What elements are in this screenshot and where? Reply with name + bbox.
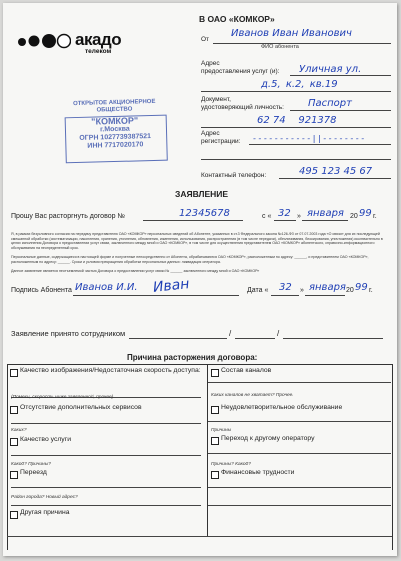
phone-value: 495 123 45 67 bbox=[299, 166, 373, 177]
reasons-title: Причина расторжения договора: bbox=[127, 353, 258, 362]
reason-channel-lineup: Состав каналов bbox=[221, 367, 272, 374]
signature-name: Иванов И.И. bbox=[75, 282, 138, 293]
company-stamp bbox=[60, 99, 170, 164]
request-text: Прошу Вас расторгнуть договор № bbox=[11, 213, 125, 220]
stamp-line-6: ИНН 7717020170 bbox=[87, 141, 144, 150]
stamp-line-4: г.Москва bbox=[100, 125, 130, 134]
subscriber-caption: ФИО абонента bbox=[261, 44, 299, 50]
document-type: Паспорт bbox=[308, 98, 352, 109]
fine-print-processing: Персональные данные, содержащиеся в настоящей форме и полученные непосредственно от Абонента, обрабатываются ОАО «КОМКОР», расположенным по адресу: ______, и представителем ОАО «КОМКОР», расположенным по адресу: ______. Сроки и условия прекращения обработки персональных данных: ликвидация оператора. bbox=[11, 255, 369, 264]
accepted-separator-2: / bbox=[277, 329, 280, 338]
reason-bad-support: Неудовлетворительное обслуживание bbox=[221, 404, 343, 411]
stamp-line-5: ОГРН 1027739387521 bbox=[79, 133, 152, 142]
reason-image-quality: Качество изображения/Недостаточная скорость доступа: bbox=[20, 367, 201, 374]
contract-year-prefix: 20 bbox=[350, 213, 358, 220]
phone-label: Контактный телефон: bbox=[201, 172, 267, 179]
contract-number: 12345678 bbox=[179, 208, 230, 219]
hint-switch-operator: Причины? Како0? bbox=[211, 462, 251, 467]
sign-date-label: Дата « bbox=[247, 287, 269, 294]
checkbox-relocation[interactable] bbox=[10, 471, 18, 479]
akado-logo bbox=[17, 31, 127, 59]
checkbox-channel-lineup[interactable] bbox=[211, 369, 219, 377]
street-value: Уличная ул. bbox=[299, 64, 362, 75]
checkbox-financial[interactable] bbox=[211, 471, 219, 479]
reason-other: Другая причина bbox=[20, 509, 70, 516]
stamp-line-3: "КОМКОР" bbox=[91, 115, 139, 127]
hint-relocation: Район города? Новый адрес? bbox=[11, 495, 78, 500]
hint-service-quality: Како0? Причины? bbox=[11, 462, 51, 467]
contract-day-close: » bbox=[297, 213, 301, 220]
checkbox-switch-operator[interactable] bbox=[211, 437, 219, 445]
reg-address-label: Адрес регистрации: bbox=[201, 130, 241, 145]
reason-relocation: Переезд bbox=[20, 469, 47, 476]
reasons-divider bbox=[207, 365, 208, 537]
reason-financial: Финансовые трудности bbox=[221, 469, 295, 476]
contract-day: 32 bbox=[278, 208, 291, 219]
sign-day: 32 bbox=[279, 282, 292, 293]
sign-day-close: » bbox=[300, 287, 304, 294]
fine-print-consent: Я, в рамках безусловного согласия на передачу представителю ОАО «КОМКОР» персональных сведений об Абоненте, указанных в ст.3 Федерального закона №126-ФЗ от 07.07.2003 года «О связи» для их последующей смешанной обработки (систематизации, накопления, хранения, уточнения, обновления, изменения, использования, распространения (в том числе передачи), обезличивания, блокирования, уничтожения) исключительно в целях исполнения Договора о предоставлении услуг связи, заключенного между мной и ОАО «КОМКОР», в том числе для осуществления представителем ОАО «КОМКОР» абонентского, справочно-информационного обслуживания на неопределенный срок. bbox=[11, 232, 383, 250]
stamp-line-1: ОТКРЫТОЕ АКЦИОНЕРНОЕ bbox=[72, 98, 156, 108]
hint-no-services: Каких? bbox=[11, 428, 27, 433]
signature-label: Подпись Абонента bbox=[11, 287, 72, 294]
checkbox-image-quality[interactable] bbox=[10, 369, 18, 377]
from-label: От bbox=[201, 36, 210, 43]
reason-service-quality: Качество услуги bbox=[20, 436, 71, 443]
checkbox-no-services[interactable] bbox=[10, 406, 18, 414]
logo-dots-icon bbox=[17, 33, 71, 49]
reason-no-services: Отсутствие дополнительных сервисов bbox=[20, 404, 142, 411]
checkbox-other-reason[interactable] bbox=[10, 511, 18, 519]
checkbox-service-quality[interactable] bbox=[10, 438, 18, 446]
reason-switch-operator: Переход к другому оператору bbox=[221, 435, 315, 442]
contract-year-suffix: 99 bbox=[359, 208, 372, 219]
subscriber-name: Иванов Иван Иванович bbox=[231, 28, 352, 39]
hint-image-quality: (Помехи, скорость ниже заявленной, прочее) bbox=[11, 395, 114, 400]
contract-year-end: г. bbox=[373, 213, 377, 220]
logo-tagline: телеком bbox=[85, 48, 112, 55]
document-label: Документ, удостоверяющий личность: bbox=[201, 96, 284, 111]
sign-year-end: г. bbox=[369, 287, 373, 294]
accepted-label: Заявление принято сотрудником bbox=[11, 329, 126, 338]
checkbox-bad-support[interactable] bbox=[211, 406, 219, 414]
house-value: д.5, к.2, кв.19 bbox=[261, 79, 338, 90]
stamp-line-2: ОБЩЕСТВО bbox=[96, 106, 133, 114]
sign-year-suffix: 99 bbox=[355, 282, 368, 293]
contract-month: января bbox=[307, 208, 344, 219]
accepted-separator-1: / bbox=[229, 329, 232, 338]
logo-name: акадо bbox=[75, 30, 122, 49]
recipient-label: В ОАО «КОМКОР» bbox=[199, 14, 275, 24]
reg-address-value: - - - - - - - - - - - | | - - - - - - - - bbox=[253, 134, 365, 143]
hint-channel-lineup: Каких каналов не хватает? Прочее. bbox=[211, 393, 294, 398]
sign-month: января bbox=[309, 282, 346, 293]
hint-bad-support: Причины bbox=[211, 428, 232, 433]
signature-scribble: Иван bbox=[152, 276, 191, 296]
document-number: 62 74 921378 bbox=[257, 115, 337, 126]
application-form bbox=[3, 3, 397, 556]
from-word: с « bbox=[262, 213, 272, 220]
sign-year-prefix: 20 bbox=[346, 287, 354, 294]
reasons-grid bbox=[7, 364, 393, 550]
address-label: Адрес предоставления услуг (и): bbox=[201, 60, 280, 75]
fine-print-contract: Данное заявление является неотъемлемой частью Договора о предоставлении услуг связи № ______ заключенного между мной и ОАО «КОМКОР» bbox=[11, 269, 260, 273]
statement-title: ЗАЯВЛЕНИЕ bbox=[175, 189, 229, 199]
